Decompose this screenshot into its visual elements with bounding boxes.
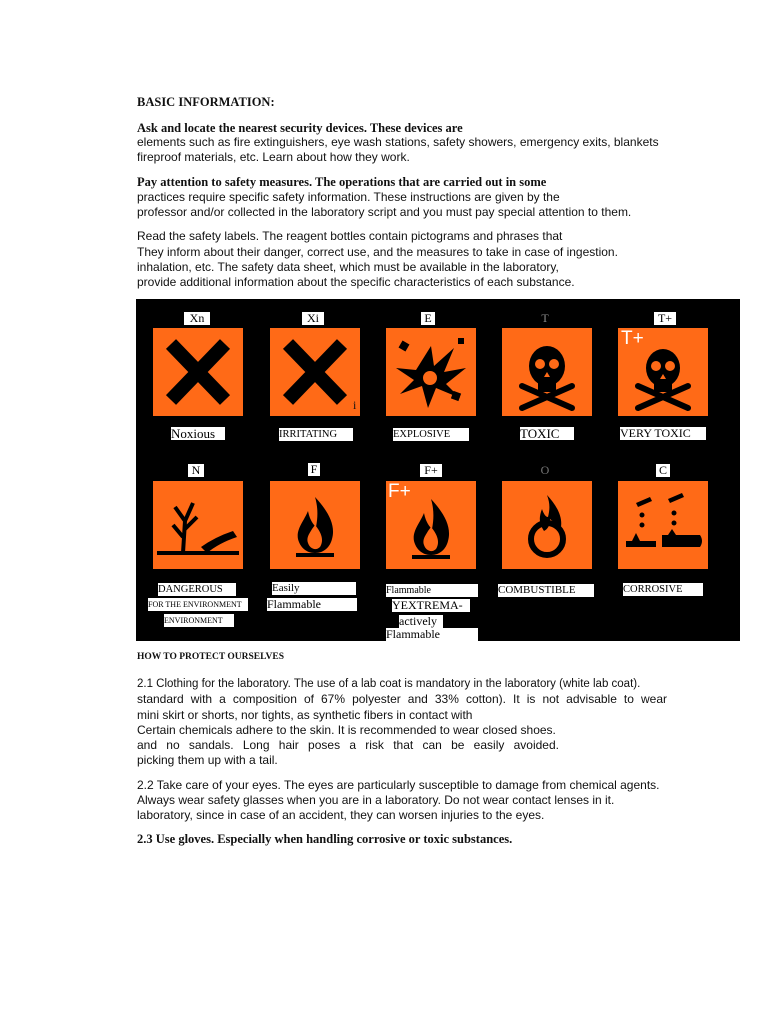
corner-tplus: T+ [621, 328, 644, 349]
corner-i: i [353, 398, 357, 412]
label-noxious: Noxious [171, 427, 225, 440]
pictogram-combustible [502, 481, 592, 569]
pictogram-corrosive [618, 481, 708, 569]
s21-line5: and no sandals. Long hair poses a risk that can be easily avoided. [137, 738, 559, 752]
p1-line3: fireproof materials, etc. Learn about how they work. [137, 150, 410, 164]
pictogram-very-toxic [618, 328, 708, 416]
p3-line3: inhalation, etc. The safety data sheet, which must be available in the laboratory, [137, 260, 559, 274]
code-f: F [308, 463, 320, 476]
flame-icon [270, 481, 360, 569]
pictogram-explosive [386, 328, 476, 416]
s21-line1: 2.1 Clothing for the laboratory. The use of a lab coat is mandatory in the laboratory (white lab coat). [137, 678, 641, 690]
p3-line1: Read the safety labels. The reagent bottles contain pictograms and phrases that [137, 229, 563, 243]
pictogram-easily-flammable [270, 481, 360, 569]
cross-icon [270, 328, 360, 416]
s21-line3: mini skirt or shorts, nor tights, as synthetic fibers in contact with [137, 708, 473, 722]
pictogram-irritating [270, 328, 360, 416]
s21-line6: picking them up with a tail. [137, 753, 278, 767]
s21-line2: standard with a composition of 67% polyester and 33% cotton). It is not advisable to wear [137, 692, 667, 706]
pictogram-toxic [502, 328, 592, 416]
label-irritating: IRRITATING [279, 428, 353, 441]
label-flammable-extreme: Flammable [386, 628, 478, 641]
pictogram-extremely-flammable [386, 481, 476, 569]
label-actively: actively [399, 615, 443, 628]
p2-line2: practices require specific safety information. These instructions are given by the [137, 190, 560, 204]
dead-tree-icon [153, 481, 243, 569]
code-fplus: F+ [420, 464, 442, 477]
label-very-toxic: VERY TOXIC [620, 427, 706, 440]
label-for-the-environment: FOR THE ENVIRONMENT [148, 598, 248, 611]
label-corrosive: CORROSIVE [623, 583, 703, 596]
code-xn: Xn [184, 312, 210, 325]
corrosion-icon [618, 481, 708, 569]
s22-line1: 2.2 Take care of your eyes. The eyes are particularly susceptible to damage from chemical agents. [137, 778, 660, 792]
pictogram-dangerous-environment [153, 481, 243, 569]
p1-bold: Ask and locate the nearest security devices. These devices are [137, 121, 463, 135]
label-explosive: EXPLOSIVE [393, 428, 469, 441]
code-o: O [538, 464, 552, 477]
p2-bold: Pay attention to safety measures. The operations that are carried out in some [137, 175, 547, 189]
pictogram-noxious [153, 328, 243, 416]
s22-line3: laboratory, since in case of an accident, they can worsen injuries to the eyes. [137, 808, 545, 822]
label-dangerous: DANGEROUS [158, 583, 236, 596]
basic-information-heading: BASIC INFORMATION: [137, 95, 275, 109]
label-environment: ENVIRONMENT [164, 614, 234, 627]
label-combustible: COMBUSTIBLE [498, 584, 594, 597]
s22-line2: Always wear safety glasses when you are in a laboratory. Do not wear contact lenses in it. [137, 793, 615, 807]
how-to-protect-heading: HOW TO PROTECT OURSELVES [137, 652, 285, 662]
code-xi: Xi [302, 312, 324, 325]
p3-line4: provide additional information about the specific characteristics of each substance. [137, 275, 575, 289]
code-t: T [539, 312, 551, 325]
flame-over-circle-icon [502, 481, 592, 569]
skull-icon [502, 328, 592, 416]
label-easily: Easily [272, 582, 356, 595]
p1-line2: elements such as fire extinguishers, eye wash stations, safety showers, emergency exits, blankets [137, 135, 659, 149]
explosion-icon [386, 328, 476, 416]
p3-line2: They inform about their danger, correct use, and the measures to take in case of ingestion. [137, 245, 618, 259]
corner-fplus: F+ [388, 481, 411, 502]
p2-line3: professor and/or collected in the laboratory script and you must pay special attention to them. [137, 205, 632, 219]
code-n: N [188, 464, 204, 477]
hazard-pictogram-board [136, 299, 740, 641]
label-flammable-f: Flammable [267, 598, 357, 611]
s23-line: 2.3 Use gloves. Especially when handling corrosive or toxic substances. [137, 832, 513, 846]
s21-line4: Certain chemicals adhere to the skin. It is recommended to wear closed shoes. [137, 723, 556, 737]
code-tplus: T+ [654, 312, 676, 325]
code-c: C [656, 464, 670, 477]
label-flammable-fplus: Flammable [386, 584, 478, 597]
cross-icon [153, 328, 243, 416]
label-yextrema: YEXTREMA- [392, 599, 470, 612]
label-toxic: TOXIC [520, 427, 574, 440]
code-e: E [421, 312, 435, 325]
